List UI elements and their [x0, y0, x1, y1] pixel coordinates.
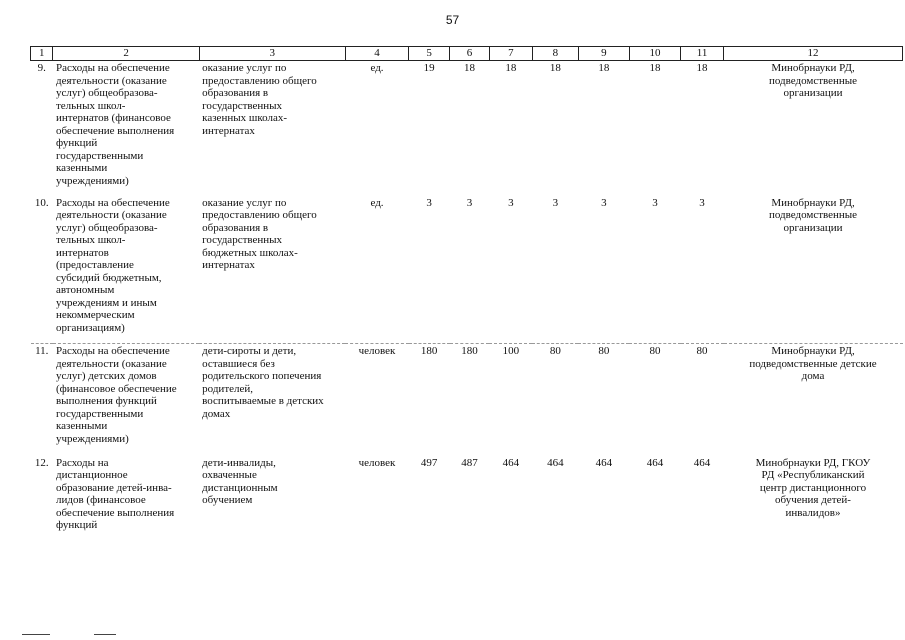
value-cell: 80 [629, 344, 680, 456]
service-content: оказание услуг по предоставлению общего образования в государственных бюджетных школах- интернатах [202, 196, 317, 271]
row-number: 11. [31, 344, 53, 456]
value-cell: 3 [466, 196, 473, 209]
column-header: 3 [199, 47, 345, 61]
service-content: оказание услуг по предоставлению общего образования в государственных казенных школах- интернатах [202, 62, 317, 137]
value-cell: 18 [549, 62, 561, 74]
header-row [31, 47, 903, 61]
value-cell: 3 [552, 196, 559, 209]
table-row [31, 344, 903, 456]
value-cell: 19 [423, 62, 435, 74]
value-cell: 3 [508, 196, 514, 209]
value-cell: 80 [578, 344, 629, 456]
responsible-cell: Минобрнауки РД, подведомственные организации [768, 196, 858, 234]
responsible-cell: Минобрнауки РД, подведомственные организации [768, 62, 858, 99]
page-number: 57 [445, 13, 460, 27]
column-header: 7 [489, 47, 532, 61]
value-cell: 464 [502, 456, 520, 469]
unit-cell: человек [345, 344, 408, 456]
value-cell: 3 [601, 196, 607, 209]
value-cell: 3 [652, 196, 658, 209]
value-cell: 18 [598, 62, 610, 74]
expense-name: Расходы на дистанционное образование детей-инва- лидов (финансовое обеспечение выполнения функций [55, 456, 175, 531]
column-header: 2 [53, 47, 199, 61]
column-header: 4 [345, 47, 408, 61]
expense-name: Расходы на обеспечение деятельности (оказание услуг) общеобразова- тельных школ- интернатов (предоставление субсидий бюджетным, автономным учреждениям и иным некоммерческим организациям) [55, 196, 170, 334]
value-cell: 18 [696, 62, 708, 74]
column-header: 5 [409, 47, 450, 61]
column-header: 12 [724, 47, 903, 61]
column-header: 1 [31, 47, 53, 61]
service-content: дети-инвалиды, охваченные дистанционным обучением [202, 456, 278, 506]
expense-name: Расходы на обеспечение деятельности (оказание услуг) детских домов (финансовое обеспечение выполнения функций государственными казенными учреждениями) [53, 344, 199, 456]
value-cell: 18 [464, 62, 476, 74]
unit-cell: ед. [370, 62, 384, 74]
value-cell: 3 [426, 196, 432, 209]
responsible-cell: Минобрнауки РД, ГКОУ РД «Республиканский центр дистанционного обучения детей- инвалидов» [755, 456, 871, 519]
column-header: 8 [532, 47, 578, 61]
value-cell: 180 [450, 344, 490, 456]
row-number: 12. [34, 456, 49, 469]
value-cell: 80 [681, 344, 724, 456]
scan-artifact-lines [22, 634, 902, 637]
value-cell: 487 [461, 456, 478, 469]
value-cell: 464 [595, 456, 613, 469]
table-row [31, 61, 903, 196]
value-cell: 497 [420, 456, 438, 469]
value-cell: 180 [409, 344, 450, 456]
value-cell: 100 [489, 344, 532, 456]
responsible-cell: Минобрнауки РД, подведомственные детские дома [724, 344, 903, 456]
unit-cell: человек [358, 456, 396, 469]
service-content: дети-сироты и дети, оставшиеся без родительского попечения родителей, воспитываемые в детских домах [199, 344, 345, 456]
value-cell: 18 [505, 62, 517, 74]
row-number: 9. [37, 62, 46, 74]
value-cell: 464 [547, 456, 564, 469]
column-header: 10 [629, 47, 680, 61]
row-number: 10. [34, 196, 49, 209]
table-row [31, 196, 903, 344]
column-header: 11 [681, 47, 724, 61]
expense-name: Расходы на обеспечение деятельности (оказание услуг) общеобразова- тельных школ- интернатов (финансовое обеспечение выполнения функций государственными казенными учреждениями) [55, 62, 175, 187]
value-cell: 18 [649, 62, 661, 74]
table-row [31, 456, 903, 546]
column-header: 9 [578, 47, 629, 61]
value-cell: 464 [646, 456, 664, 469]
unit-cell: ед. [370, 196, 384, 209]
value-cell: 464 [693, 456, 711, 469]
value-cell: 80 [532, 344, 578, 456]
program-table [30, 46, 903, 546]
column-header: 6 [450, 47, 490, 61]
value-cell: 3 [699, 196, 705, 209]
